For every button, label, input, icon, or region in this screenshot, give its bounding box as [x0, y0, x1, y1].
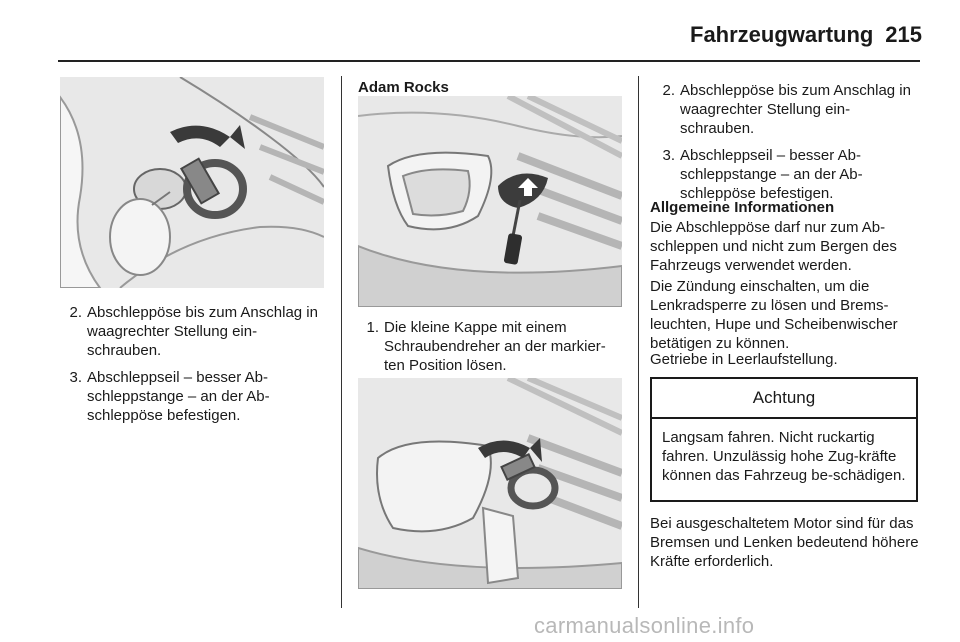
info-paragraph: Getriebe in Leerlaufstellung.: [650, 351, 838, 368]
step-number: 2.: [662, 82, 675, 99]
step-number: 1.: [366, 319, 379, 336]
page-number: 215: [885, 22, 922, 47]
closing-paragraph: Bei ausgeschaltetem Motor sind für das Bremsen und Lenken bedeutend höhere Kräfte erforderlich.: [650, 515, 919, 570]
column-divider-left: [341, 76, 342, 608]
list-item: [358, 318, 623, 375]
watermark: carmanualsonline.info: [534, 613, 755, 638]
tow-eye-illustration-left: [60, 77, 324, 288]
step-text: Abschleppöse bis zum Anschlag in waagrechter Stellung ein-schrauben.: [87, 304, 318, 359]
step-text: Abschleppseil – besser Ab-schleppstange – an der Ab-schleppöse befestigen.: [680, 147, 863, 202]
header-rule: [58, 60, 920, 62]
step-number: 3.: [69, 369, 82, 386]
section-title-adam-rocks: Adam Rocks: [358, 79, 449, 96]
right-steps-list: [654, 81, 922, 211]
step-text: Die kleine Kappe mit einem Schraubendreher an der markier-ten Position lösen.: [384, 319, 606, 374]
tow-eye-drawing: [60, 77, 324, 288]
column-divider-right: [638, 76, 639, 608]
list-item: [654, 81, 922, 138]
left-steps-list: [61, 303, 326, 433]
step-text: Abschleppseil – besser Ab-schleppstange – an der Ab-schleppöse befestigen.: [87, 369, 270, 424]
info-paragraph: Die Abschleppöse darf nur zum Ab-schleppen und nicht zum Bergen des Fahrzeugs verwendet werden.: [650, 219, 897, 274]
list-item: [61, 368, 326, 425]
warning-title: Achtung: [652, 379, 916, 419]
page-title: Fahrzeugwartung: [690, 22, 874, 47]
warning-callout: [650, 377, 918, 502]
middle-steps-list: [358, 318, 623, 383]
step-text: Abschleppöse bis zum Anschlag in waagrechter Stellung ein-schrauben.: [680, 82, 911, 137]
tow-eye-installation-drawing: [358, 378, 622, 589]
cap-removal-drawing: [358, 96, 622, 307]
list-item: [61, 303, 326, 360]
warning-text: Langsam fahren. Nicht ruckartig fahren. Unzulässig hohe Zug-kräfte können das Fahrzeug be-schädigen.: [662, 429, 906, 484]
step-number: 2.: [69, 304, 82, 321]
info-paragraph: Die Zündung einschalten, um die Lenkradsperre zu lösen und Brems-leuchten, Hupe und Scheibenwischer betätigen zu können.: [650, 278, 898, 352]
info-heading: Allgemeine Informationen: [650, 199, 835, 216]
tow-eye-installation-illustration: [358, 378, 622, 589]
cap-removal-illustration: [358, 96, 622, 307]
list-item: [654, 146, 922, 203]
step-number: 3.: [662, 147, 675, 164]
